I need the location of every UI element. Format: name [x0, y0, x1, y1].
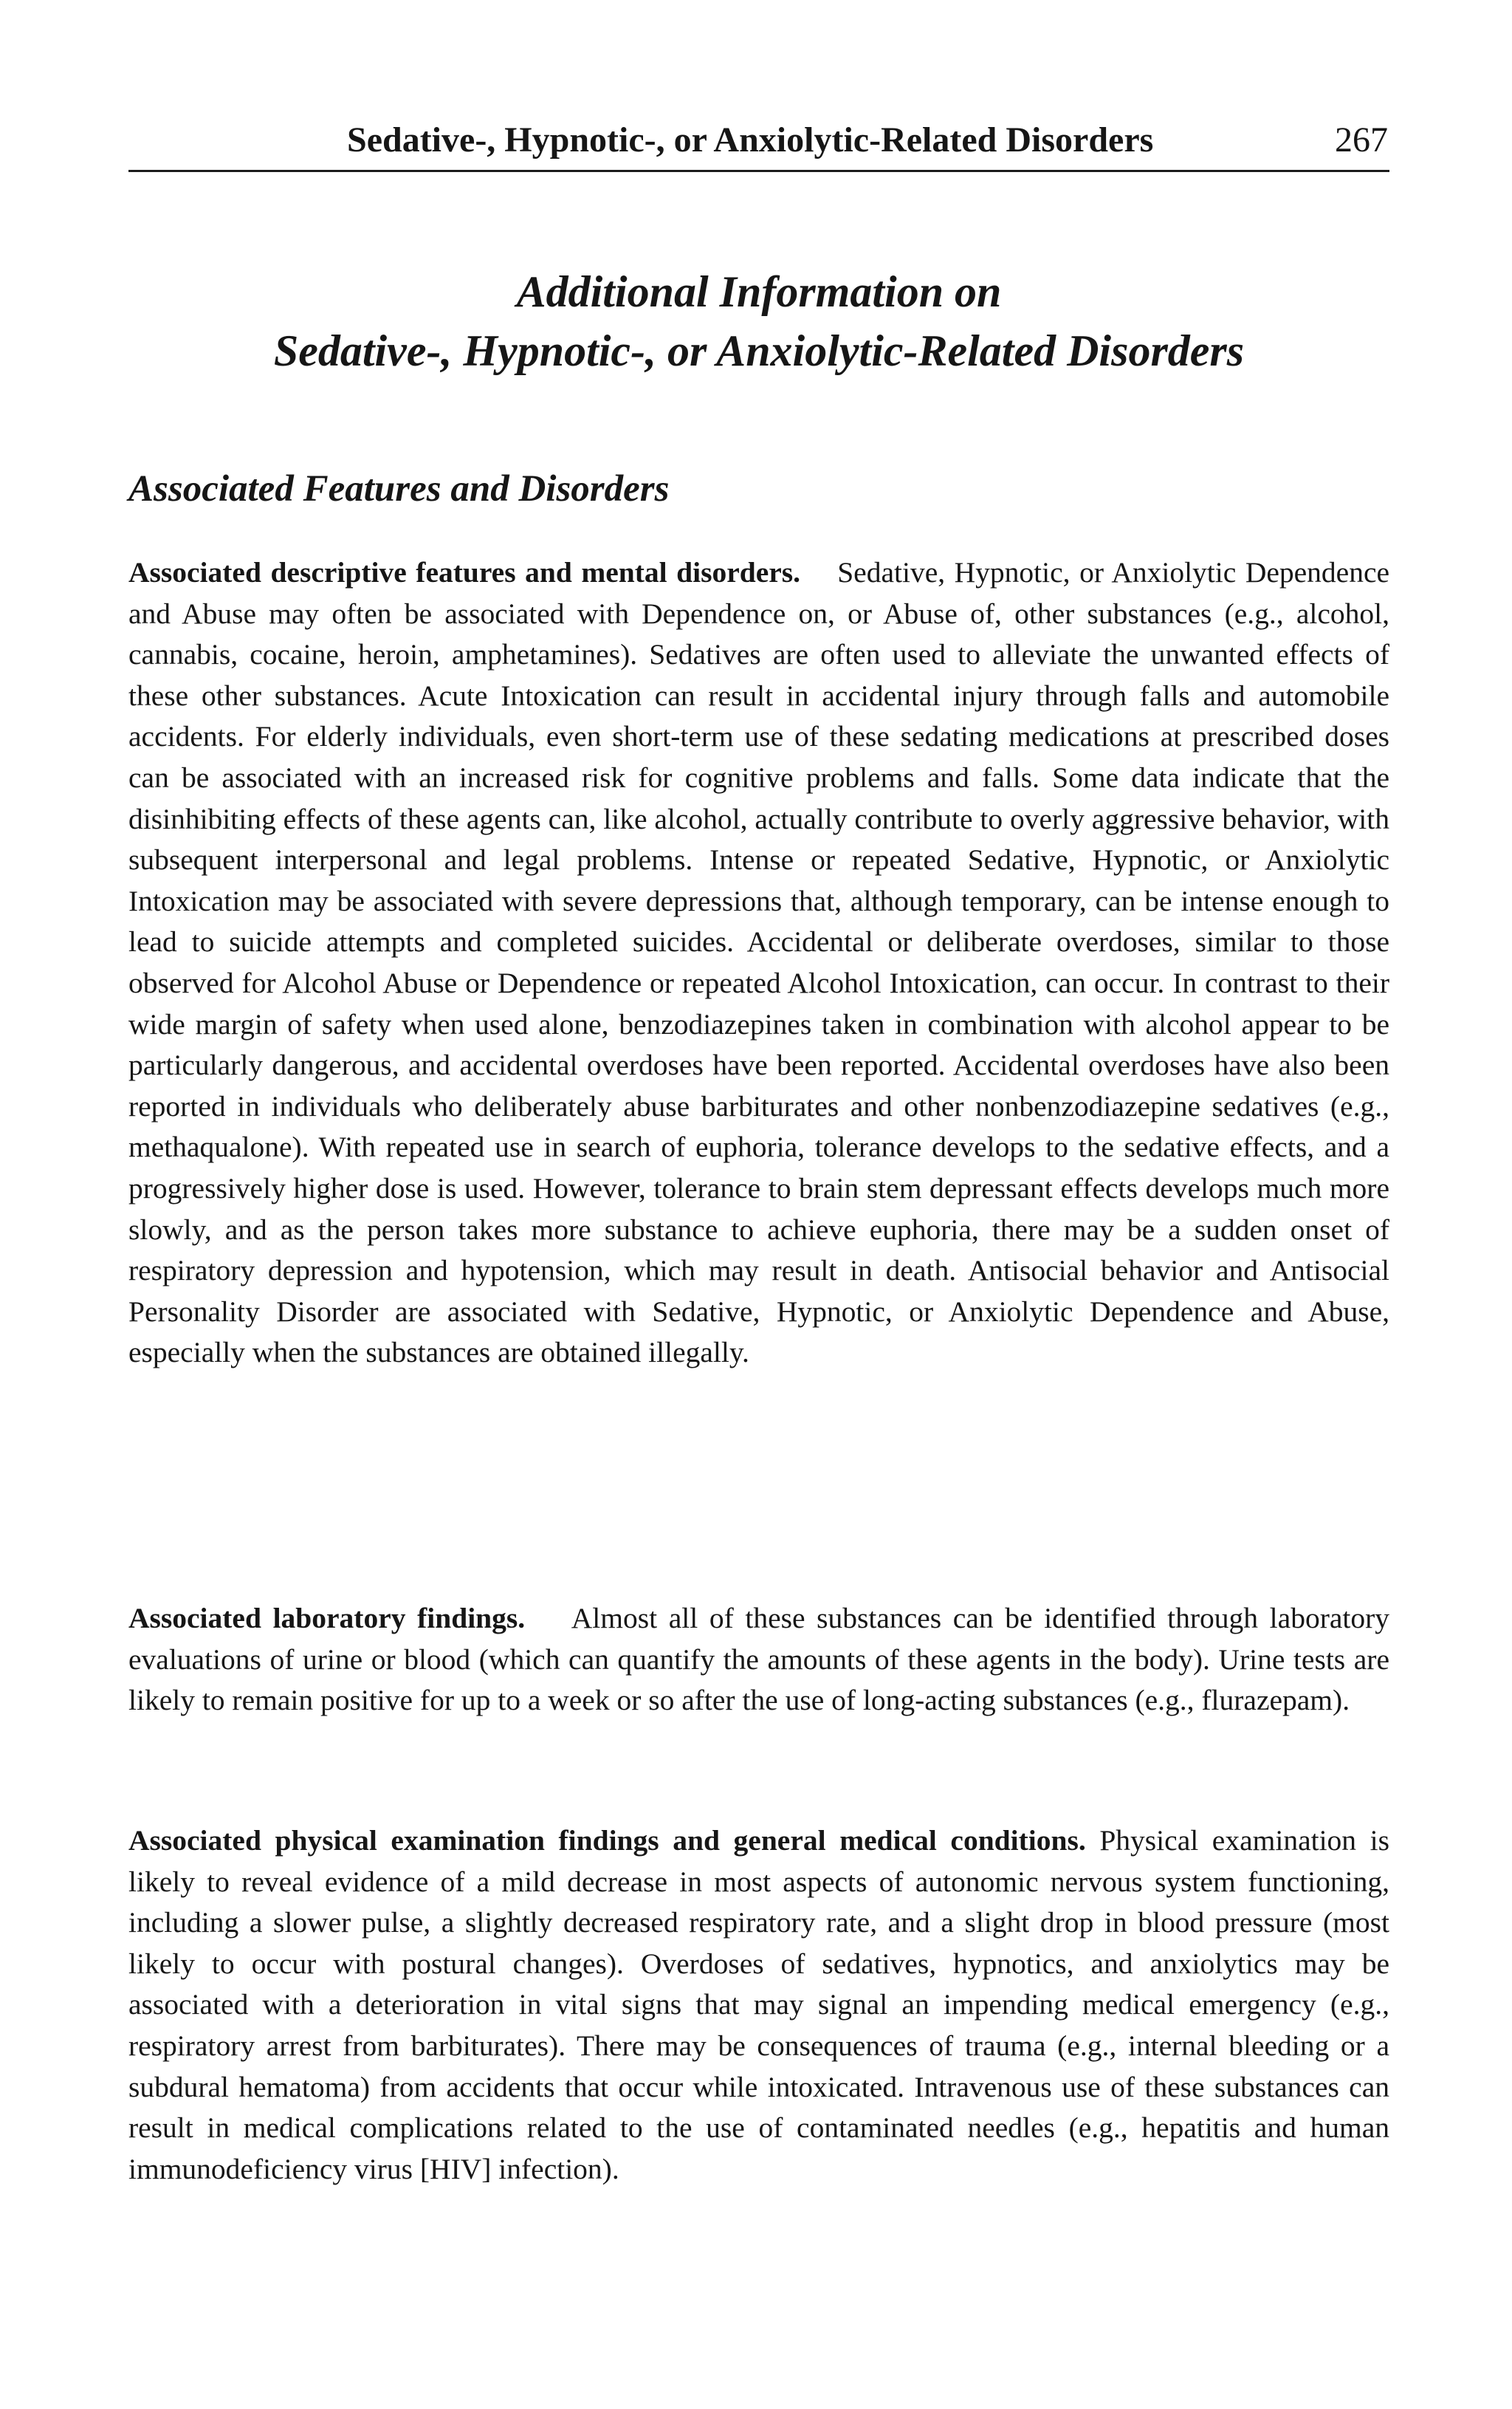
page-title-line-1: Additional Information on: [516, 267, 1002, 316]
running-title: Sedative-, Hypnotic-, or Anxiolytic-Related Disorders: [347, 120, 1154, 160]
running-header: [128, 111, 1389, 172]
paragraph-body: Sedative, Hypnotic, or Anxiolytic Dependence and Abuse may often be associated with Dependence on, or Abuse of, other substances (e.g., alcohol, cannabis, cocaine, heroin, amphetamines). Sedatives are often used to alleviate the unwanted effects of these other substances. Acute Intoxication can result in accidental injury through falls and automobile accidents. For elderly individuals, even short-term use of these sedating medications at prescribed doses can be associated with an increased risk for cognitive problems and falls. Some data indicate that the disinhibiting effects of these agents can, like alcohol, actually contribute to overly aggressive behavior, with subsequent interpersonal and legal problems. Intense or repeated Sedative, Hypnotic, or Anxiolytic Intoxication may be associated with severe depressions that, although temporary, can be intense enough to lead to suicide attempts and completed suicides. Accidental or deliberate overdoses, similar to those observed for Alcohol Abuse or Dependence or repeated Alcohol Intoxication, can occur. In contrast to their wide margin of safety when used alone, benzodiazepines taken in combination with alcohol appear to be particularly dangerous, and accidental overdoses have been reported. Accidental overdoses have also been reported in individuals who deliberately abuse barbiturates and other nonbenzodiazepine sedatives (e.g., methaqualone). With repeated use in search of euphoria, tolerance develops to the sedative effects, and a progressively higher dose is used. However, tolerance to brain stem depressant effects develops much more slowly, and as the person takes more substance to achieve euphoria, there may be a sudden onset of respiratory depression and hypotension, which may result in death. Antisocial behavior and Antisocial Personality Disorder are associated with Sedative, Hypnotic, or Anxiolytic Dependence and Abuse, especially when the substances are obtained illegally.: [128, 556, 1390, 1369]
paragraph-body: Physical examination is likely to reveal evidence of a mild decrease in most aspects of autonomic nervous system functioning, including a slower pulse, a slightly decreased respiratory rate, and a slight drop in blood pressure (most likely to occur with postural changes). Overdoses of sedatives, hypnotics, and anxiolytics may be associated with a deterioration in vital signs that may signal an impending medical emergency (e.g., respiratory arrest from barbiturates). There may be consequences of trauma (e.g., internal bleeding or a subdural hematoma) from accidents that occur while intoxicated. Intravenous use of these substances can result in medical complications related to the use of contaminated needles (e.g., hepatitis and human immunodeficiency virus [HIV] infection).: [128, 1824, 1390, 2185]
page-title-line-2: Sedative-, Hypnotic-, or Anxiolytic-Related Disorders: [273, 326, 1245, 375]
paragraph-lead: Associated laboratory findings.: [128, 1602, 526, 1634]
paragraph-descriptive-features: [128, 552, 1389, 1374]
section-heading: Associated Features and Disorders: [128, 468, 670, 510]
paragraph-lead: Associated physical examination findings and general medical conditions.: [128, 1824, 1086, 1857]
book-page: [128, 0, 1389, 2409]
paragraph-physical-examination: [128, 1820, 1389, 2190]
paragraph-body: Almost all of these substances can be identified through laboratory evaluations of urine or blood (which can quantify the amounts of these agents in the body). Urine tests are likely to remain positive for up to a week or so after the use of long-acting substances (e.g., flurazepam).: [128, 1602, 1390, 1717]
page-title: [128, 262, 1389, 380]
paragraph-laboratory-findings: [128, 1598, 1389, 1721]
paragraph-lead: Associated descriptive features and mental disorders.: [128, 556, 801, 589]
page-number: 267: [1335, 120, 1388, 160]
